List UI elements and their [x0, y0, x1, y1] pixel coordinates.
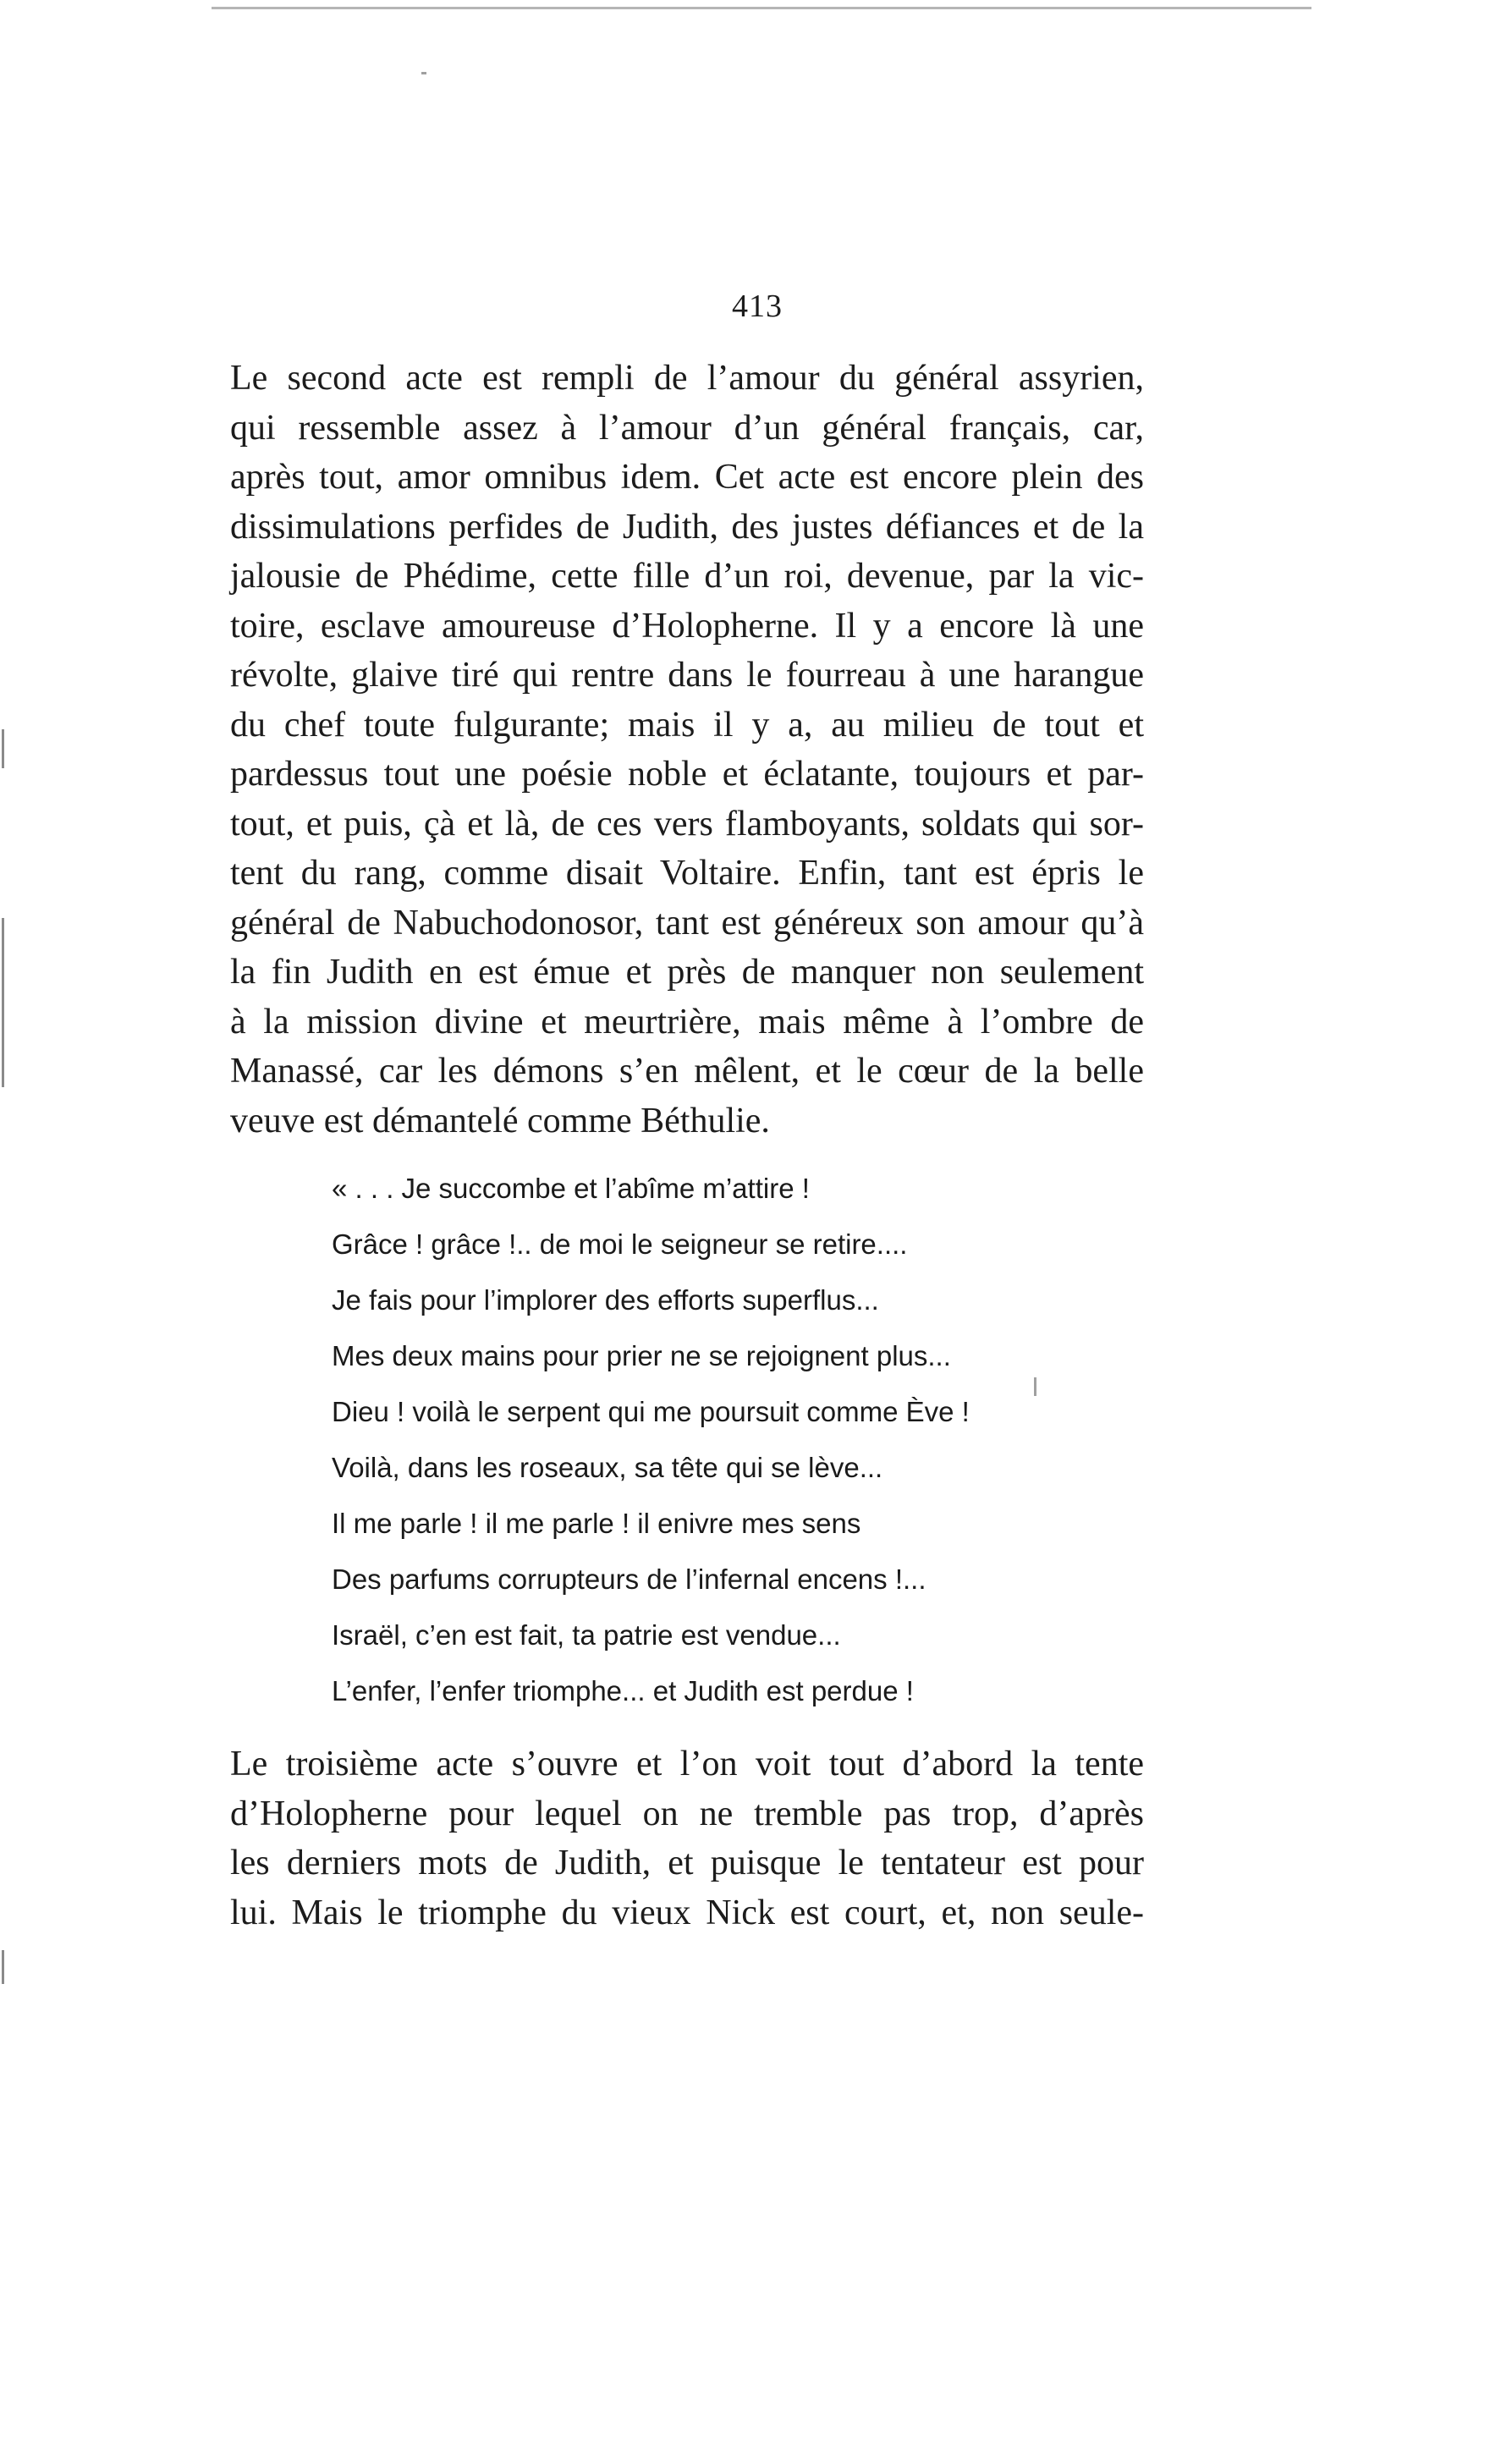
text-line: qui ressemble assez à l’amour d’un général français, car, [230, 408, 1144, 448]
text-line: général de Nabuchodonosor, tant est généreux son amour qu’à [230, 903, 1144, 942]
text-line: d’Holopherne pour lequel on ne tremble pas trop, d’après [230, 1794, 1144, 1833]
verse-line: L’enfer, l’enfer triomphe... et Judith est perdue ! [332, 1675, 914, 1706]
verse-line: Grâce ! grâce !.. de moi le seigneur se retire.... [332, 1228, 908, 1260]
text-line: la fin Judith en est émue et près de manquer non seulement [230, 953, 1144, 992]
text-line: après tout, amor omnibus idem. Cet acte est encore plein des [230, 458, 1144, 497]
text-line: dissimulations perfides de Judith, des justes défiances et de la [230, 507, 1144, 547]
text-line: Manassé, car les démons s’en mêlent, et le cœur de la belle [230, 1052, 1144, 1091]
text-line: lui. Mais le triomphe du vieux Nick est court, et, non seule- [230, 1893, 1144, 1932]
page-number: 413 [732, 289, 783, 324]
verse-line: « . . . Je succombe et l’abîme m’attire ! [332, 1173, 810, 1204]
paragraph-2 [230, 1739, 1144, 1937]
scan-edge-top [212, 7, 1311, 9]
scan-margin-mark [2, 729, 4, 768]
scan-speck [421, 72, 426, 74]
verse-line: Mes deux mains pour prier ne se rejoignent plus... [332, 1340, 951, 1371]
verse-line: Voilà, dans les roseaux, sa tête qui se lève... [332, 1452, 883, 1483]
verse-line: Israël, c’en est fait, ta patrie est vendue... [332, 1619, 841, 1651]
text-line: tout, et puis, çà et là, de ces vers flamboyants, soldats qui sor- [230, 804, 1144, 844]
scan-speck [1034, 1377, 1036, 1396]
verse-line: Il me parle ! il me parle ! il enivre mes sens [332, 1508, 861, 1539]
scan-margin-mark [2, 1950, 4, 1984]
text-line: révolte, glaive tiré qui rentre dans le fourreau à une harangue [230, 656, 1144, 695]
text-line: du chef toute fulgurante; mais il y a, au milieu de tout et [230, 705, 1144, 745]
scan-margin-mark [2, 918, 4, 1087]
text-line: Le second acte est rempli de l’amour du général assyrien, [230, 359, 1144, 398]
text-line: tent du rang, comme disait Voltaire. Enfin, tant est épris le [230, 854, 1144, 893]
text-line: veuve est démantelé comme Béthulie. [230, 1101, 770, 1140]
verse-line: Dieu ! voilà le serpent qui me poursuit comme Ève ! [332, 1396, 970, 1427]
text-line: les derniers mots de Judith, et puisque le tentateur est pour [230, 1844, 1144, 1882]
verse-line: Des parfums corrupteurs de l’infernal encens !... [332, 1563, 926, 1595]
paragraph-1 [230, 354, 1144, 1146]
text-line: pardessus tout une poésie noble et éclatante, toujours et par- [230, 755, 1144, 794]
verse-quotation [332, 1161, 970, 1719]
verse-line: Je fais pour l’implorer des efforts superflus... [332, 1284, 879, 1316]
text-line: jalousie de Phédime, cette fille d’un roi, devenue, par la vic- [230, 557, 1144, 596]
text-line: à la mission divine et meurtrière, mais même à l’ombre de [230, 1002, 1144, 1041]
text-line: toire, esclave amoureuse d’Holopherne. Il y a encore là une [230, 606, 1144, 646]
text-line: Le troisième acte s’ouvre et l’on voit tout d’abord la tente [230, 1745, 1144, 1783]
